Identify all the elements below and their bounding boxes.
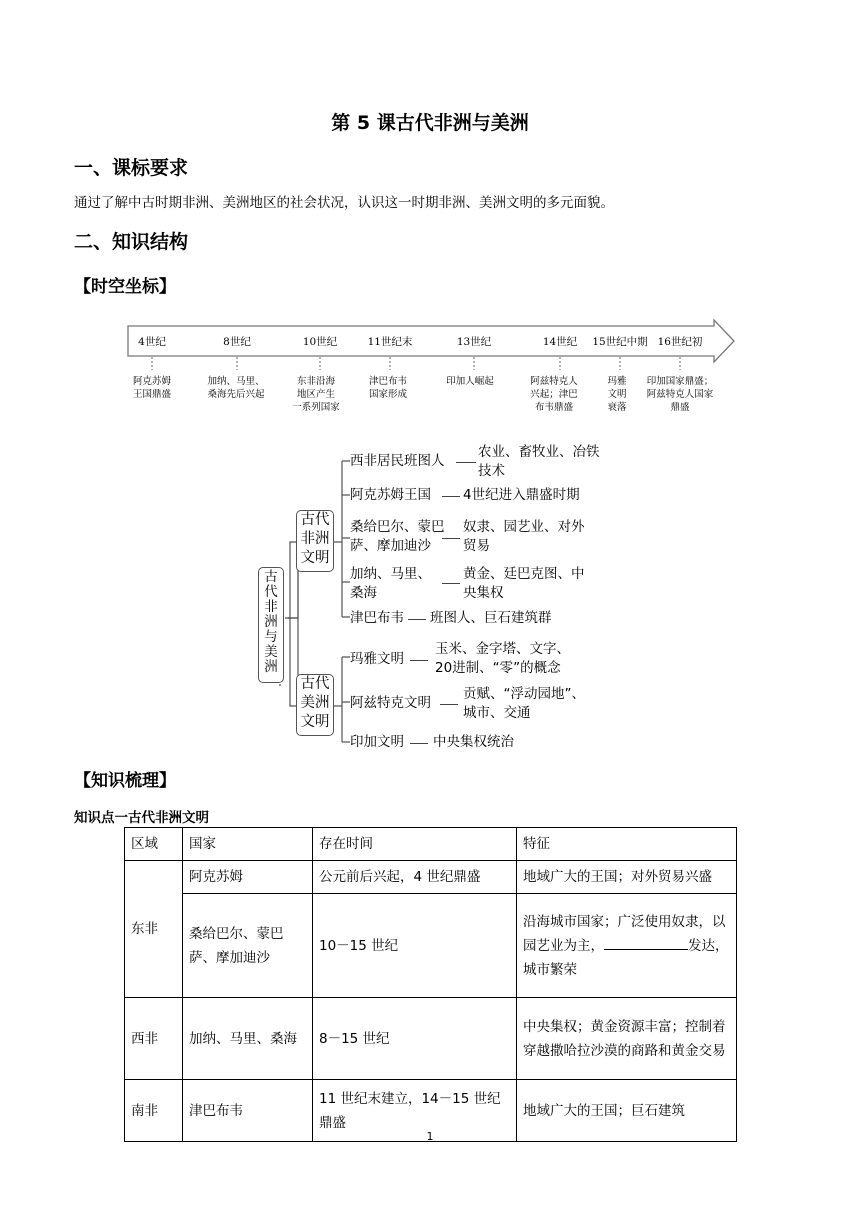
america-item-desc: 中央集权统治 (433, 734, 514, 750)
page-number: 1 (426, 1130, 434, 1143)
standards-text: 通过了解中古时期非洲、美洲地区的社会状况，认识这一时期非洲、美洲文明的多元面貌。 (74, 195, 614, 211)
america-item-name: 玛雅文明 (350, 651, 404, 667)
region-cell: 南非 (125, 1080, 183, 1142)
africa-item-desc (463, 565, 585, 603)
america-label-line: 古代 (300, 676, 330, 692)
america-box (296, 674, 334, 736)
timeline-label: 16世纪初 (657, 336, 703, 348)
time-cell: 公元前后兴起，4 世纪鼎盛 (313, 861, 517, 894)
america-label-line: 美洲 (300, 695, 330, 711)
america-label-line: 文明 (300, 714, 330, 730)
feature-cell: 地域广大的王国；对外贸易兴盛 (517, 861, 737, 894)
header-cell: 区域 (125, 828, 183, 861)
africa-item-name: 津巴布韦 (350, 610, 404, 626)
feature-text: 发达，城市繁荣 (523, 937, 729, 978)
desc-line: 央集权 (463, 585, 504, 601)
root-char: 洲 (264, 659, 278, 675)
timeline-label: 11世纪末 (367, 336, 413, 348)
table-row (125, 998, 737, 1080)
connector-line (410, 660, 428, 661)
america-item-name: 印加文明 (350, 734, 404, 750)
africa-item-desc: 4世纪进入鼎盛时期 (463, 487, 580, 503)
root-char: 与 (264, 629, 278, 645)
africa-item-desc (478, 443, 600, 481)
root-char: 古 (264, 569, 278, 585)
timeline-event: 印加国家鼎盛；阿兹特克人国家鼎盛 (646, 376, 714, 413)
knowledge-point-heading: 知识点一古代非洲文明 (74, 810, 209, 826)
knowledge-table (124, 827, 737, 1142)
africa-item-name: 西非居民班图人 (350, 453, 445, 469)
desc-line: 城市、交通 (463, 705, 531, 721)
timeline-label: 13世纪 (456, 336, 492, 348)
header-cell: 特征 (517, 828, 737, 861)
country-cell: 津巴布韦 (183, 1080, 313, 1142)
africa-item-name: 桑给巴尔、蒙巴 萨、摩加迪沙 (350, 519, 445, 554)
connector-line (442, 496, 460, 497)
africa-item-name: 加纳、马里、 桑海 (350, 566, 431, 601)
timeline-label: 15世纪中期 (592, 336, 648, 348)
root-box (258, 567, 284, 683)
feature-cell: 地域广大的王国；巨石建筑 (517, 1080, 737, 1142)
section-heading-standards: 一、课标要求 (74, 157, 189, 179)
connector-line (442, 583, 460, 584)
connector-line (440, 704, 458, 705)
connector-line (442, 538, 460, 539)
africa-item-desc: 班图人、巨石建筑群 (430, 610, 552, 626)
desc-line: 玉米、金字塔、文字、 (435, 641, 570, 657)
timeline (124, 318, 736, 422)
header-cell: 存在时间 (313, 828, 517, 861)
time-cell: 11 世纪末建立，14－15 世纪鼎盛 (313, 1080, 517, 1142)
timeline-event: 玛雅文明衰落 (607, 376, 627, 413)
header-cell: 国家 (183, 828, 313, 861)
africa-label-line: 非洲 (300, 531, 330, 547)
america-item-desc (435, 640, 570, 678)
timeline-event: 津巴布韦国家形成 (368, 376, 408, 400)
table-row (125, 894, 737, 998)
timeline-label: 4世纪 (138, 336, 166, 348)
timeline-label: 8世纪 (223, 336, 251, 348)
table-header-row (125, 828, 737, 861)
desc-line: 贸易 (463, 538, 490, 554)
africa-box (296, 510, 334, 572)
desc-line: 奴隶、园艺业、对外 (463, 519, 585, 535)
region-cell: 东非 (125, 861, 183, 998)
connector-line (410, 743, 428, 744)
root-char: 代 (264, 584, 278, 600)
section-heading-structure: 二、知识结构 (74, 231, 189, 253)
america-item-name: 阿兹特克文明 (350, 695, 431, 711)
feature-cell: 中央集权；黄金资源丰富；控制着穿越撒哈拉沙漠的商路和黄金交易 (517, 998, 737, 1080)
time-cell: 10－15 世纪 (313, 894, 517, 998)
desc-line: 技术 (478, 463, 505, 479)
root-char: 洲 (264, 614, 278, 630)
africa-label-line: 古代 (300, 512, 330, 528)
timeline-event: 阿克苏姆王国鼎盛 (132, 376, 172, 400)
root-char: 非 (264, 599, 278, 615)
country-cell: 加纳、马里、桑海 (183, 998, 313, 1080)
feature-cell (517, 894, 737, 998)
timeline-label: 10世纪 (302, 336, 338, 348)
connector-line (408, 619, 426, 620)
desc-line: 20进制、“零”的概念 (435, 660, 561, 676)
desc-line: 黄金、廷巴克图、中 (463, 566, 585, 582)
timeline-event: 印加人崛起 (446, 376, 494, 387)
feature-text: 沿海城市国家；广泛使用奴隶，以园艺业为主， (523, 913, 726, 954)
america-item-desc (463, 685, 585, 723)
africa-label-line: 文明 (300, 550, 330, 566)
page-title: 第 5 课古代非洲与美洲 (331, 112, 529, 134)
table-row (125, 861, 737, 894)
connector-line (456, 462, 476, 463)
time-cell: 8－15 世纪 (313, 998, 517, 1080)
country-cell: 桑给巴尔、蒙巴萨、摩加迪沙 (183, 894, 313, 998)
africa-item-name: 阿克苏姆王国 (350, 487, 431, 503)
root-char: 美 (264, 644, 278, 660)
timeline-label: 14世纪 (542, 336, 578, 348)
region-cell: 西非 (125, 998, 183, 1080)
africa-item-desc (463, 518, 585, 556)
combing-heading: 【知识梳理】 (74, 771, 176, 791)
desc-line: 农业、畜牧业、冶铁 (478, 444, 600, 460)
country-cell: 阿克苏姆 (183, 861, 313, 894)
spacetime-heading: 【时空坐标】 (74, 277, 176, 297)
timeline-event: 东非沿海地区产生一系列国家 (292, 376, 340, 413)
timeline-event: 加纳、马里、桑海先后兴起 (207, 376, 265, 400)
timeline-event: 阿兹特克人兴起；津巴布韦鼎盛 (530, 376, 578, 413)
fill-in-blank[interactable] (604, 934, 688, 950)
desc-line: 贡赋、“浮动园地”、 (463, 686, 585, 702)
